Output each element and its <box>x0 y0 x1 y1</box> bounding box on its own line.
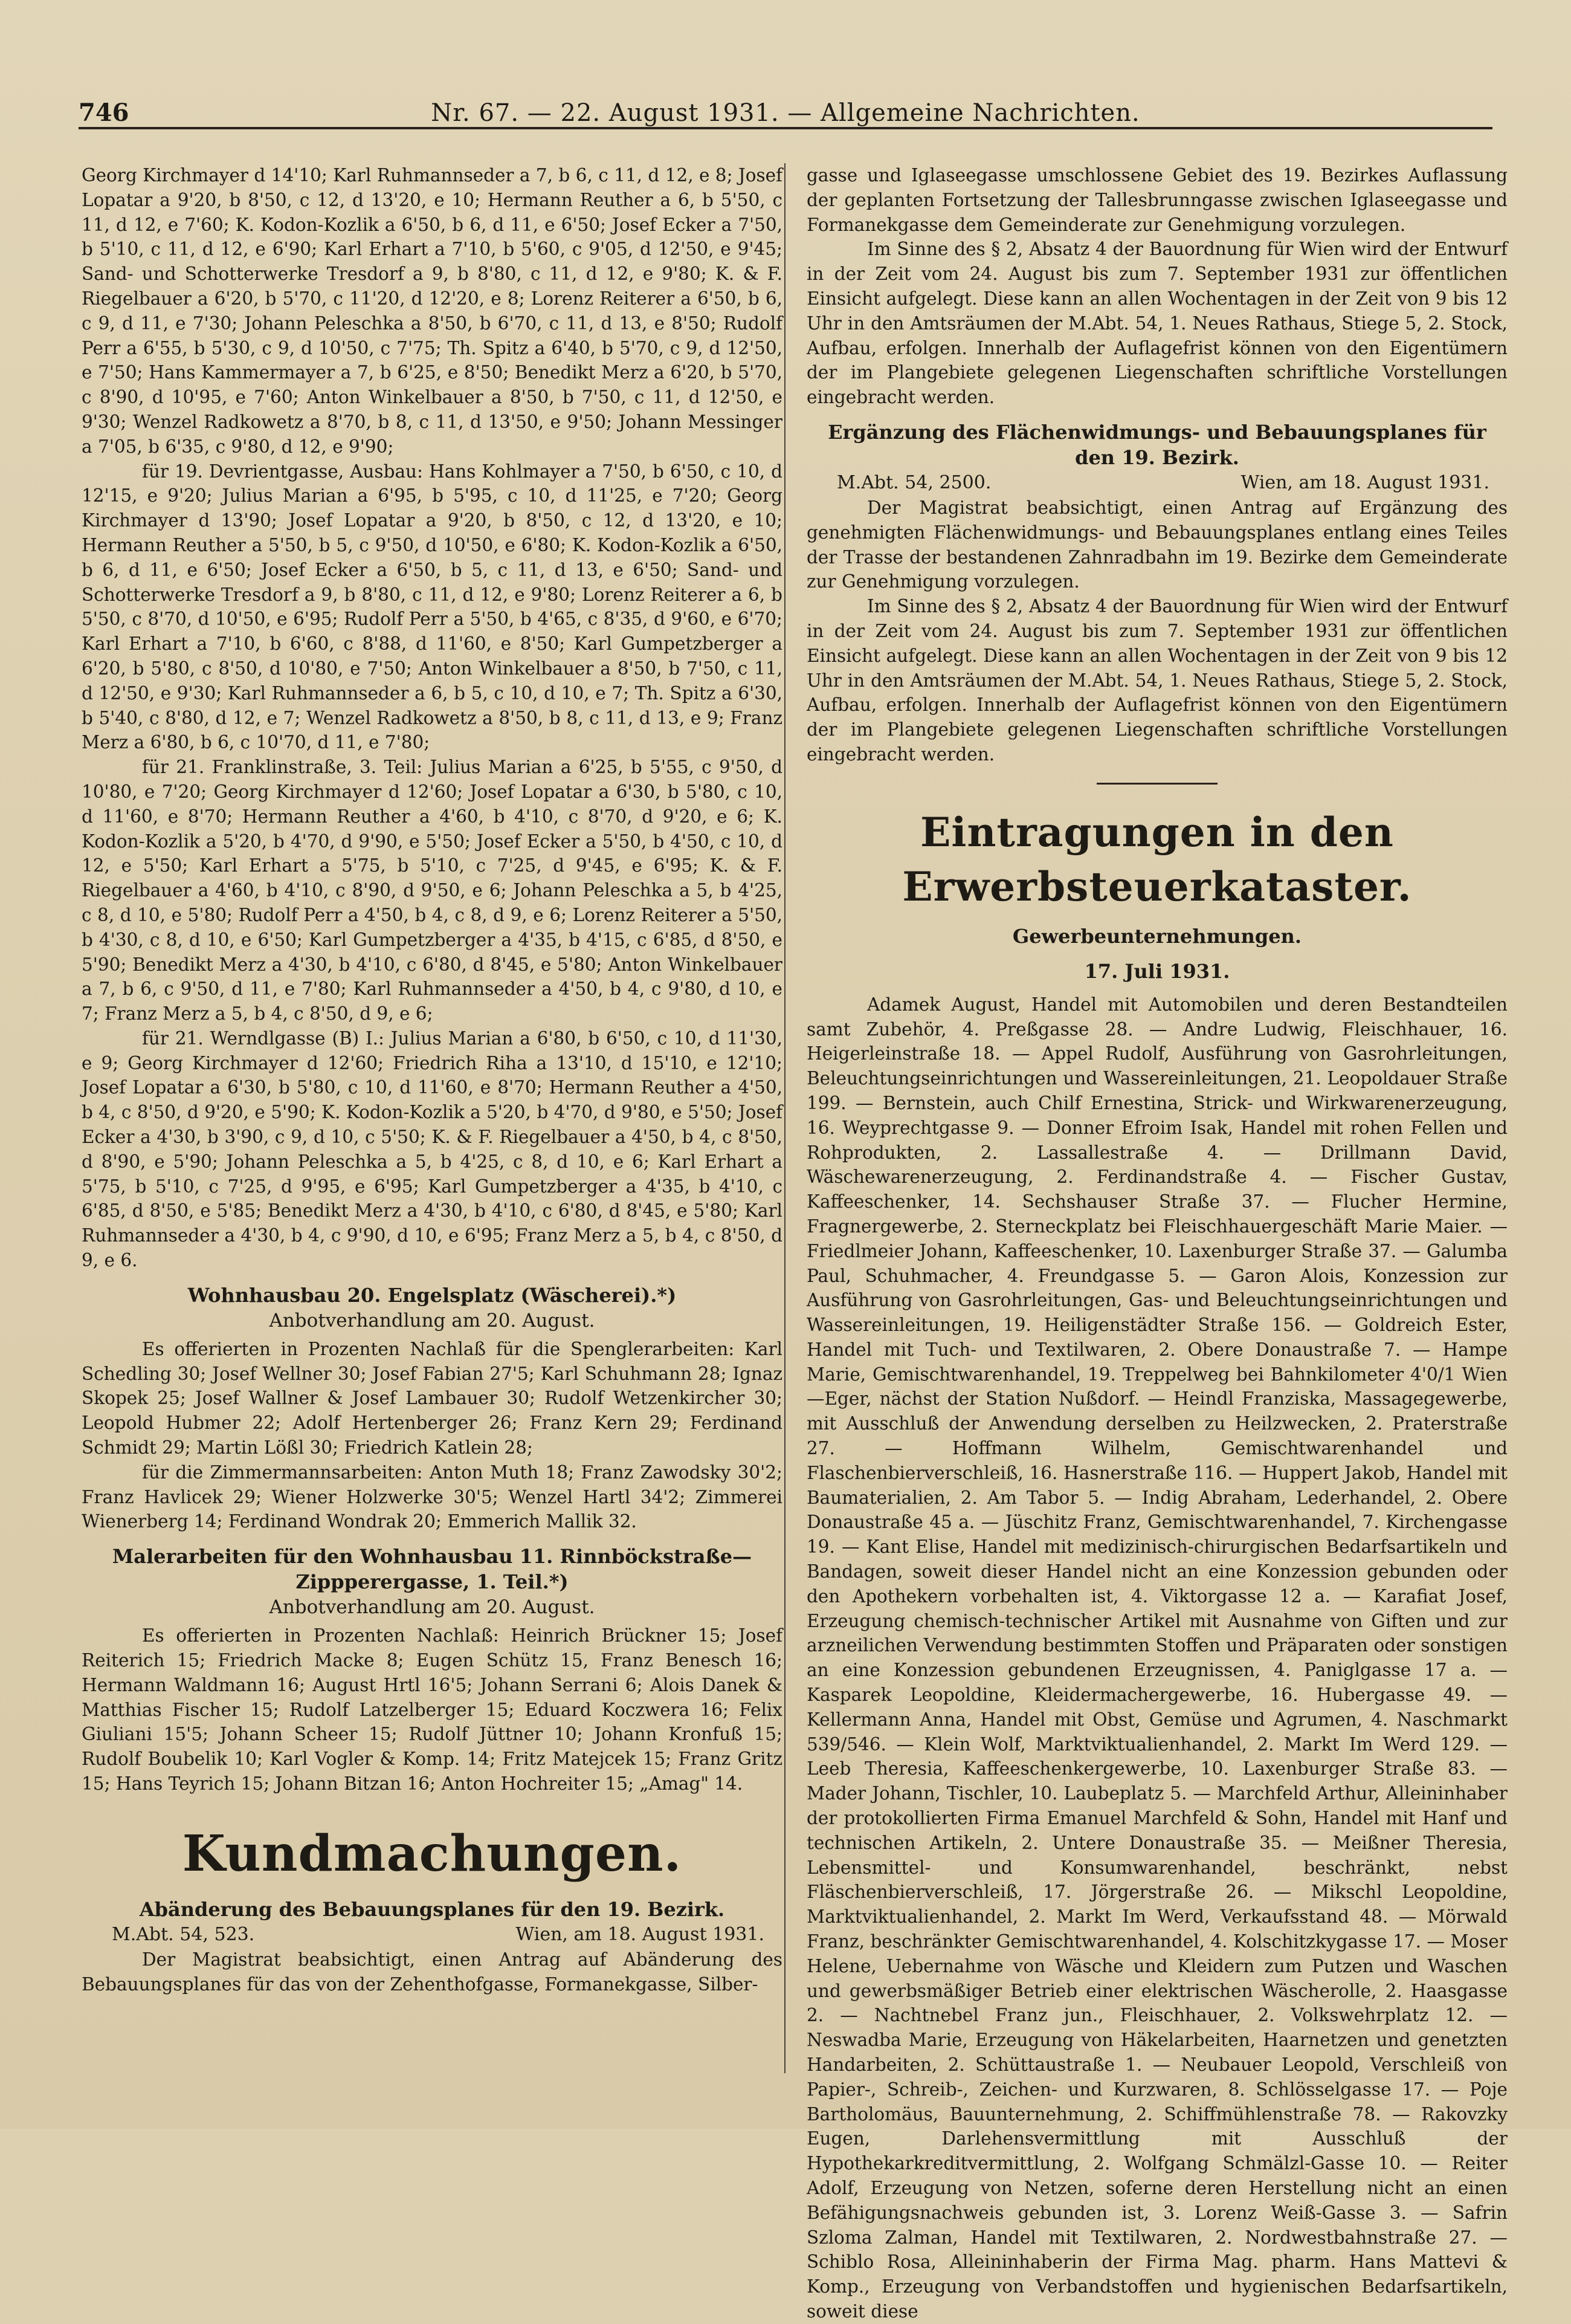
section-heading-engelsplatz: Wohnhausbau 20. Engelsplatz (Wäscherei).*) <box>187 1283 677 1307</box>
section-subheading-malerarbeiten: Anbotverhandlung am 20. August. <box>269 1596 595 1619</box>
section-heading-bebauungsplan-abaenderung: Abänderung des Bebauungsplanes für den 19. Bezirk. <box>139 1897 725 1921</box>
notice-public-inspection-2: Im Sinne des § 2, Absatz 4 der Bauordnung für Wien wird der Entwurf in der Zeit vom 24. August bis zum 7. September 1931 zur öffentlichen Einsicht aufgelegt. Diese kann an allen Wochentagen in der Zeit von 9 bis 12 Uhr in den Amtsräumen der M.Abt. 54, 1. Neues Rathaus, Stiege 5, 2. Stock, Aufbau, erfolgen. Innerhalb der Auflagefrist können von den Eigentümern der im Plangebiete gelegenen Liegenschaften schriftliche Vorstellungen eingebracht werden. <box>807 596 1508 765</box>
page-header <box>79 85 1492 129</box>
business-registrations: Adamek August, Handel mit Automobilen und deren Bestandteilen samt Zubehör, 4. Preßgasse 28. — Andre Ludwig, Fleischhauer, 16. Heigerleinstraße 18. — Appel Rudolf, Ausführung von Gasrohrleitungen, Beleuchtungseinrichtungen und Wassereinleitungen, 21. Leopoldauer Straße 199. — Bernstein, auch Chilf Ernestina, Strick- und Wirkwarenerzeugung, 16. Weyprechtgasse 9. — Donner Efroim Isak, Handel mit rohen Fellen und Rohprodukten, 2. Lassallestraße 4. — Drillmann David, Wäschewarenerzeugung, 2. Ferdinandstraße 4. — Fischer Gustav, Kaffeeschenker, 14. Sechshauser Straße 37. — Flucher Hermine, Fragnergewerbe, 2. Sterneckplatz bei Fleischhauergeschäft Marie Maier. — Friedlmeier Johann, Kaffeeschenker, 10. Laxenburger Straße 37. — Galumba Paul, Schuhmacher, 4. Freundgasse 5. — Garon Alois, Konzession zur Ausführung von Gasrohrleitungen, Gas- und Beleuchtungseinrichtungen und Wassereinleitungen, 19. Heiligenstädter Straße 156. — Goldreich Ester, Handel mit Tuch- und Textilwaren, 2. Obere Donaustraße 7. — Hampe Marie, Gemischtwarenhandel, 19. Treppelweg bei Bahnkilometer 4'0/1 Wien—Eger, nächst der Station Nußdorf. — Heindl Franziska, Massagegewerbe, mit Ausschluß der Anwendung derselben zu Heilzwecken, 2. Praterstraße 27. — Hoffmann Wilhelm, Gemischtwarenhandel und Flaschenbierverschleiß, 16. Hasnerstraße 116. — Huppert Jakob, Handel mit Baumaterialien, 2. Am Tabor 5. — Indig Abraham, Lederhandel, 2. Obere Donaustraße 45 a. — Jüschitz Franz, Gemischtwarenhandel, 7. Kirchengasse 19. — Kant Elise, Handel mit medizinisch-chirurgischen Bedarfsartikeln und Bandagen, soweit dieser Handel nicht an eine Konzession gebunden oder den Apothekern vorbehalten ist, 4. Viktorgasse 12 a. — Karafiat Josef, Erzeugung chemisch-technischer Artikel mit Ausnahme von Giften und zur arzneilichen Verwendung bestimmten Stoffen und Präparaten oder sonstigen an eine Konzession gebundenen Erzeugnissen, 4. Paniglgasse 17 a. — Kasparek Leopoldine, Kleidermachergewerbe, 16. Hubergasse 49. — Kellermann Anna, Handel mit Obst, Gemüse und Agrumen, 4. Naschmarkt 539/546. — Klein Wolf, Marktviktualienhandel, 2. Markt Im Werd 129. — Leeb Theresia, Kaffeeschenkergewerbe, 10. Laxenburger Straße 83. — Mader Johann, Tischler, 10. Laubeplatz 5. — Marchfeld Arthur, Alleininhaber der protokollierten Firma Emanuel Marchfeld & Sohn, Handel mit Hanf und technischen Artikeln, 2. Untere Donaustraße 35. — Meißner Theresia, Lebensmittel- und Konsumwarenhandel, beschränkt, nebst Fläschenbierverschleiß, 17. Jörgerstraße 26. — Mikschl Leopoldine, Marktviktualienhandel, 2. Markt Im Werd, Verkaufsstand 48. — Mörwald Franz, beschränkter Gemischtwarenhandel, 4. Kolschitzkygasse 17. — Moser Helene, Uebernahme von Wäsche und Kleidern zum Putzen und Waschen und gewerbsmäßiger Betrieb einer elektrischen Wäscherolle, 2. Haasgasse 2. — Nachtnebel Franz jun., Fleischhauer, 2. Volkswehrplatz 12. — Neswadba Marie, Erzeugung von Häkelarbeiten, Haarnetzen und genetzten Handarbeiten, 2. Schüttaustraße 1. — Neubauer Leopold, Verschleiß von Papier-, Schreib-, Zeichen- und Kurzwaren, 8. Schlösselgasse 17. — Poje Bartholomäus, Bauunternehmung, 2. Schiffmühlenstraße 78. — Rakovzky Eugen, Darlehensvermittlung mit Ausschluß der Hypothekarkreditvermittlung, 2. Wolfgang Schmälzl-Gasse 10. — Reiter Adolf, Erzeugung von Netzen, soferne deren Herstellung nicht an einen Befähigungsnachweis gebunden ist, 3. Lorenz Weiß-Gasse 3. — Safrin Szloma Zalman, Handel mit Textilwaren, 2. Nordwestbahnstraße 27. — Schiblo Rosa, Alleininhaberin der Firma Mag. pharm. Hans Mattevi & Komp., Erzeugung von Verbandstoffen und hygienischen Bedarfsartikeln, soweit diese <box>807 994 1508 2322</box>
page-number: 746 <box>79 99 129 127</box>
reference-date-2: Wien, am 18. August 1931. <box>1240 471 1489 493</box>
tender-results-devrientgasse: für 19. Devrientgasse, Ausbau: Hans Kohlmayer a 7'50, b 6'50, c 10, d 12'15, e 9'20; Julius Marian a 6'95, b 5'95, c 10, d 11'25, e 7'20; Georg Kirchmayer d 13'90; Josef Lopatar a 9'20, b 8'50, c 12, d 13'20, e 10; Hermann Reuther a 5'50, b 5, c 9'50, d 10'50, e 6'80; K. Kodon-Kozlik a 6'50, b 6, d 11, e 6'50; Josef Ecker a 6'50, b 5, c 11, d 13, e 6'50; Sand- und Schotterwerke Tresdorf a 9, b 8'80, c 11, d 12, e 9'80; Lorenz Reiterer a 6, b 5'50, c 8'70, d 10'50, e 6'95; Rudolf Perr a 5'50, b 4'65, c 8'35, d 9'60, e 6'70; Karl Erhart a 7'10, b 6'60, c 8'88, d 11'60, e 8'50; Karl Gumpetzberger a 6'20, b 5'80, c 8'50, d 10'80, e 7'50; Anton Winkelbauer a 8'50, b 7'50, c 11, d 12'50, e 9'30; Karl Ruhmannseder a 6, b 5, c 10, d 10, e 7; Th. Spitz a 6'30, b 5'40, c 8'80, d 12, e 7; Wenzel Radkowetz a 8'50, b 8, c 11, d 13, e 9; Franz Merz a 6'80, b 6, c 10'70, d 11, e 7'80; <box>82 461 782 753</box>
date-subheading: 17. Juli 1931. <box>1084 959 1230 983</box>
reference-date: Wien, am 18. August 1931. <box>515 1923 764 1945</box>
reference-number-2: M.Abt. 54, 2500. <box>837 471 992 493</box>
reference-line-2 <box>807 470 1508 496</box>
zimmermann-offers: für die Zimmermannsarbeiten: Anton Muth 18; Franz Zawodsky 30'2; Franz Havlicek 29; Wiener Holzwerke 30'5; Wenzel Hartl 34'2; Zimmerei Wienerberg 14; Ferdinand Wondrak 20; Emmerich Mallik 32. <box>82 1461 782 1532</box>
running-title: Nr. 67. — 22. August 1931. — Allgemeine Nachrichten. <box>431 99 1140 127</box>
tender-results-franklinstrasse: für 21. Franklinstraße, 3. Teil: Julius Marian a 6'25, b 5'55, c 9'50, d 10'80, e 7'20; Georg Kirchmayer d 12'60; Josef Lopatar a 6'30, b 5'80, c 10, d 11'60, e 8'70; Hermann Reuther a 4'60, b 4'10, c 8'70, d 9'20, e 6; K. Kodon-Kozlik a 5'20, b 4'70, d 9'90, e 5'50; Josef Ecker a 5'50, b 4'50, c 10, d 12, e 5'50; Karl Erhart a 5'75, b 5'10, c 7'25, d 9'45, e 6'95; K. & F. Riegelbauer a 4'60, b 4'10, c 8'90, d 9'50, e 6; Johann Peleschka a 5, b 4'25, c 8, d 10, e 5'80; Rudolf Perr a 4'50, b 4, c 8, d 9, e 6; Lorenz Reiterer a 5'50, b 4'30, c 8, d 10, e 6'50; Karl Gumpetzberger a 4'35, b 4'15, c 6'85, d 8'50, e 5'90; Benedikt Merz a 4'30, b 4'10, c 6'80, d 8'45, e 5'80; Anton Winkelbauer a 7, b 6, c 9'50, d 11, e 7'80; Karl Ruhmannseder a 4'50, b 4, c 9'80, d 10, e 7; Franz Merz a 5, b 4, c 8'50, d 9, e 6; <box>82 757 782 1024</box>
maler-offers: Es offerierten in Prozenten Nachlaß: Heinrich Brückner 15; Josef Reiterich 15; Friedrich Macke 8; Eugen Schütz 15, Franz Benesch 16; Hermann Waldmann 16; August Hrtl 16'5; Johann Serrani 6; Alois Danek & Matthias Fischer 15; Rudolf Latzelberger 15; Eduard Koczwera 16; Felix Giuliani 15'5; Johann Scheer 15; Rudolf Jüttner 10; Johann Kronfuß 15; Rudolf Boubelik 10; Karl Vogler & Komp. 14; Fritz Matejcek 15; Franz Gritz 15; Hans Teyrich 15; Johann Bitzan 16; Anton Hochreiter 15; „Amag" 14. <box>82 1625 782 1795</box>
kundmachungen-heading: Kundmachungen. <box>182 1824 682 1883</box>
right-column <box>807 163 1508 2324</box>
tender-results-werndlgasse: für 21. Werndlgasse (B) I.: Julius Marian a 6'80, b 6'50, c 10, d 11'30, e 9; Georg Kirchmayer d 12'60; Friedrich Riha a 13'10, d 15'10, e 12'10; Josef Lopatar a 6'30, b 5'80, c 10, d 11'60, e 8'70; Hermann Reuther a 4'50, b 4, c 8'50, d 9'20, e 5'90; K. Kodon-Kozlik a 5'20, b 4'70, d 9'80, e 5'50; Josef Ecker a 4'30, b 3'90, c 9, d 10, c 5'50; K. & F. Riegelbauer a 4'50, b 4, c 8'50, d 8'90, e 5'90; Johann Peleschka a 5, b 4'25, c 8, d 10, e 6; Karl Erhart a 5'75, b 5'10, c 7'25, d 9'95, e 6'95; Karl Gumpetzberger a 4'35, b 4'10, c 6'85, d 8'50, e 5'85; Benedikt Merz a 4'30, b 4'10, c 6'80, d 8'45, e 5'80; Karl Ruhmannseder a 4'30, b 4, c 9'90, d 10, e 6'95; Franz Merz a 5, b 4, c 8'50, d 9, e 6. <box>82 1028 782 1271</box>
notice-text-start: Der Magistrat beabsichtigt, einen Antrag auf Abänderung des Bebauungsplanes für das von der Zehenthofgasse, Formanekgasse, Silber- <box>82 1949 782 1995</box>
notice-public-inspection: Im Sinne des § 2, Absatz 4 der Bauordnung für Wien wird der Entwurf in der Zeit vom 24. August bis zum 7. September 1931 zur öffentlichen Einsicht aufgelegt. Diese kann an allen Wochentagen in der Zeit von 9 bis 12 Uhr in den Amtsräumen der M.Abt. 54, 1. Neues Rathaus, Stiege 5, 2. Stock, Aufbau, erfolgen. Innerhalb der Auflagefrist können von den Eigentümern der im Plangebiete gelegenen Liegenschaften schriftliche Vorstellungen eingebracht werden. <box>807 239 1508 408</box>
column-divider <box>784 163 786 2073</box>
gewerbe-subheading: Gewerbeunternehmungen. <box>1012 924 1302 948</box>
section-heading-malerarbeiten: Malerarbeiten für den Wohnhausbau 11. Rinnböckstraße—Zippperergasse, 1. Teil.*) <box>112 1545 752 1594</box>
reference-line <box>82 1922 782 1947</box>
section-rule <box>1097 783 1218 785</box>
left-column <box>82 163 782 1996</box>
notice-text-continued: gasse und Iglaseegasse umschlossene Gebiet des 19. Bezirkes Auflassung der geplanten Fortsetzung der Tallesbrunngasse zwischen Iglaseegasse und Formanekgasse dem Gemeinderate zur Genehmigung vorzulegen. <box>807 165 1508 235</box>
spengler-offers: Es offerierten in Prozenten Nachlaß für die Spenglerarbeiten: Karl Schedling 30; Josef Wellner 30; Josef Fabian 27'5; Karl Schuhmann 28; Ignaz Skopek 25; Josef Wallner & Josef Lambauer 30; Rudolf Wetzenkircher 30; Leopold Hubmer 22; Adolf Hertenberger 26; Franz Kern 29; Ferdinand Schmidt 29; Martin Lößl 30; Friedrich Katlein 28; <box>82 1338 782 1458</box>
reference-number: M.Abt. 54, 523. <box>112 1923 255 1945</box>
erwerbsteuer-heading: Eintragungen in den Erwerbsteuerkataster. <box>902 808 1412 910</box>
section-subheading-engelsplatz: Anbotverhandlung am 20. August. <box>269 1309 595 1332</box>
notice-ergaenzung: Der Magistrat beabsichtigt, einen Antrag auf Ergänzung des genehmigten Flächenwidmungs- und Bebauungsplanes entlang eines Teiles der Trasse der bestandenen Zahnradbahn im 19. Bezirke dem Gemeinderate zur Genehmigung vorzulegen. <box>807 497 1508 592</box>
tender-results-para-1: Georg Kirchmayer d 14'10; Karl Ruhmannseder a 7, b 6, c 11, d 12, e 8; Josef Lopatar a 9'20, b 8'50, c 12, d 13'20, e 10; Hermann Reuther a 6, b 5'50, c 11, d 12, e 7'60; K. Kodon-Kozlik a 6'50, b 6, d 11, e 6'50; Josef Ecker a 7'50, b 5'10, c 11, d 12, e 6'90; Karl Erhart a 7'10, b 5'60, c 9'05, d 12'50, e 9'45; Sand- und Schotterwerke Tresdorf a 9, b 8'80, c 11, d 12, e 9'80; K. & F. Riegelbauer a 6'20, b 5'70, c 11'20, d 12'20, e 8; Lorenz Reiterer a 6'50, b 6, c 9, d 11, e 7'30; Johann Peleschka a 8'50, b 6'70, c 11, d 13, e 8'50; Rudolf Perr a 6'55, b 5'30, c 9, d 10'50, c 7'75; Th. Spitz a 6'40, b 5'70, c 9, d 12'50, e 7'50; Hans Kammermayer a 7, b 6'25, e 8'50; Benedikt Merz a 6'20, b 5'70, c 8'90, d 10'95, e 7'60; Anton Winkelbauer a 8'50, b 7'50, c 11, d 12'50, e 9'30; Wenzel Radkowetz a 8'70, b 8, c 11, d 13'50, e 9'50; Johann Messinger a 7'05, b 6'35, c 9'80, d 12, e 9'90; <box>82 165 782 457</box>
section-heading-flaechenwidmung: Ergänzung des Flächenwidmungs- und Bebauungsplanes für den 19. Bezirk. <box>828 420 1486 469</box>
